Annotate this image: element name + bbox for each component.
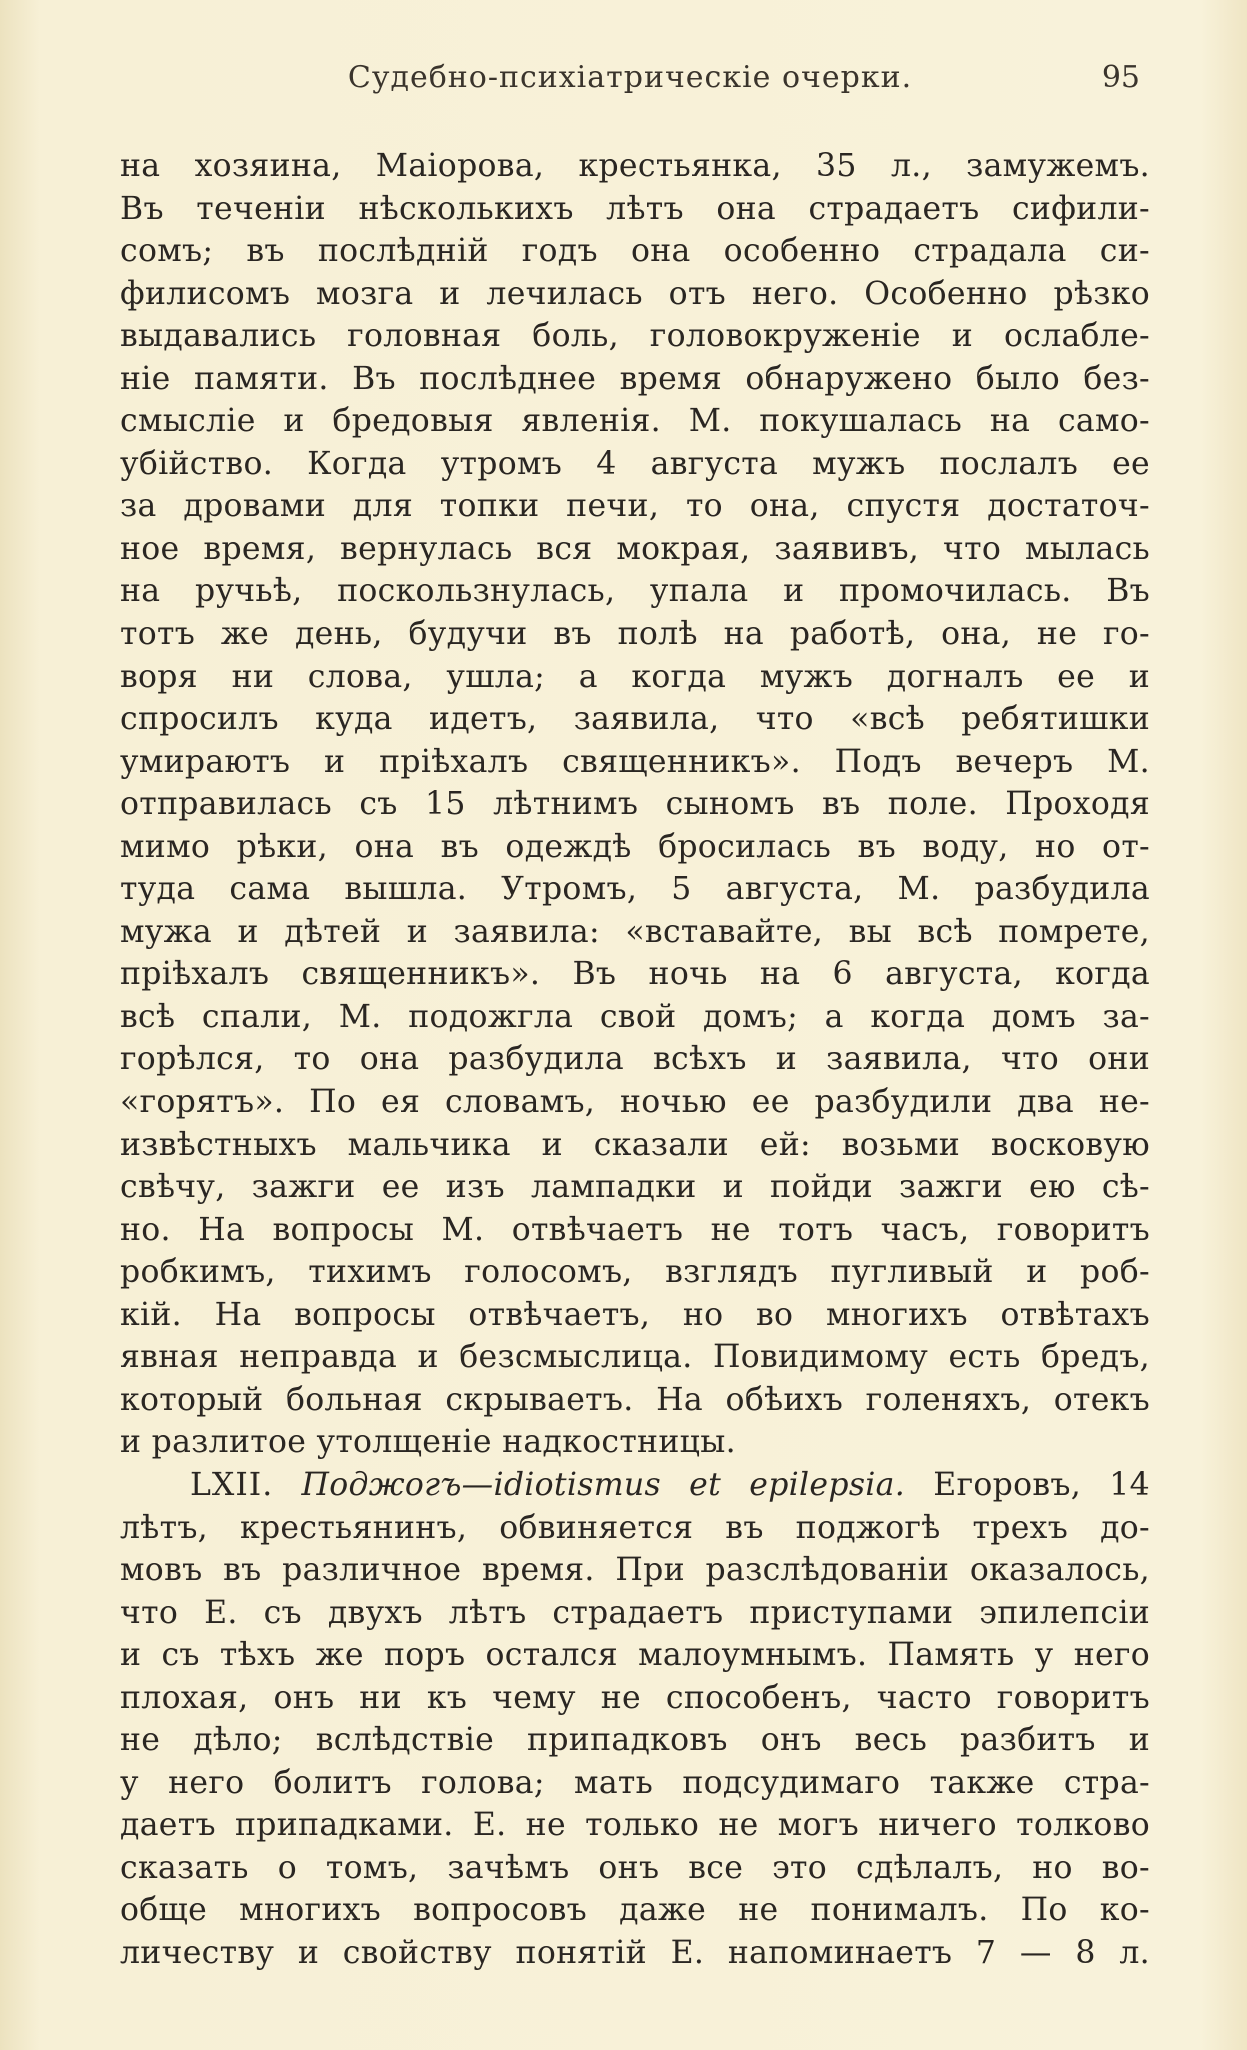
text-line: у него болитъ голова; мать подсудимаго также стра-: [120, 1764, 1150, 1801]
text-line: выдавались головная боль, головокруженіе и ослабле-: [120, 318, 1150, 355]
case-heading-line: [120, 1464, 1150, 1507]
text-line: даетъ припадками. Е. не только не могъ ничего толково: [120, 1807, 1150, 1844]
text-line: горѣлся, то она разбудила всѣхъ и заявила, что они: [120, 1041, 1150, 1078]
text-line: извѣстныхъ мальчика и сказали ей: возьми восковую: [120, 1126, 1150, 1163]
text-line: мужа и дѣтей и заявила: «вставайте, вы всѣ помрете,: [120, 913, 1150, 950]
case-heading-text: Егоровъ, 14: [933, 1466, 1150, 1503]
text-line: личеству и свойству понятій Е. напоминаетъ 7 — 8 л.: [120, 1934, 1150, 1971]
body-text: [120, 145, 1150, 1975]
text-line: обще многихъ вопросовъ даже не понималъ. По ко-: [120, 1892, 1150, 1929]
text-line: но. На вопросы М. отвѣчаетъ не тотъ часъ, говоритъ: [120, 1211, 1150, 1248]
text-line: за дровами для топки печи, то она, спустя достаточ-: [120, 488, 1150, 525]
text-line: явная неправда и безсмыслица. Повидимому есть бредъ,: [120, 1339, 1150, 1376]
running-header: [120, 60, 1140, 100]
text-line: ное время, вернулась вся мокрая, заявивъ, что мылась: [120, 530, 1150, 567]
text-line: мовъ въ различное время. При разслѣдованіи оказалось,: [120, 1552, 1150, 1589]
text-line: кій. На вопросы отвѣчаетъ, но во многихъ отвѣтахъ: [120, 1296, 1150, 1333]
text-line: воря ни слова, ушла; а когда мужъ догналъ ее и: [120, 658, 1150, 695]
text-line: тотъ же день, будучи въ полѣ на работѣ, она, не го-: [120, 616, 1150, 653]
text-line: сомъ; въ послѣдній годъ она особенно страдала си-: [120, 233, 1150, 270]
text-line: пріѣхалъ священникъ». Въ ночь на 6 августа, когда: [120, 956, 1150, 993]
text-line: спросилъ куда идетъ, заявила, что «всѣ ребятишки: [120, 701, 1150, 738]
text-line: сказать о томъ, зачѣмъ онъ все это сдѣлалъ, но во-: [120, 1849, 1150, 1886]
text-line: на хозяина, Маіорова, крестьянка, 35 л., замужемъ.: [120, 148, 1150, 184]
text-line: и разлитое утолщеніе надкостницы.: [120, 1424, 736, 1461]
text-line: туда сама вышла. Утромъ, 5 августа, М. разбудила: [120, 871, 1150, 908]
case-number: LXII.: [190, 1466, 274, 1503]
text-line: который больная скрываетъ. На обѣихъ голеняхъ, отекъ: [120, 1381, 1150, 1418]
text-line: убійство. Когда утромъ 4 августа мужъ послалъ ее: [120, 445, 1150, 482]
page-number: 95: [1101, 60, 1140, 95]
text-line: свѣчу, зажги ее изъ лампадки и пойди зажги ею сѣ-: [120, 1169, 1150, 1206]
text-line: мимо рѣки, она въ одеждѣ бросилась въ воду, но от-: [120, 828, 1150, 865]
text-line: смысліе и бредовыя явленія. М. покушалась на само-: [120, 403, 1150, 440]
text-line: робкимъ, тихимъ голосомъ, взглядъ пугливый и роб-: [120, 1254, 1150, 1291]
text-line: не дѣло; вслѣдствіе припадковъ онъ весь разбитъ и: [120, 1722, 1150, 1759]
text-line: плохая, онъ ни къ чему не способенъ, часто говоритъ: [120, 1679, 1150, 1716]
text-line: «горятъ». По ея словамъ, ночью ее разбудили два не-: [120, 1084, 1150, 1121]
text-line: филисомъ мозга и лечилась отъ него. Особенно рѣзко: [120, 275, 1150, 312]
text-line: Въ теченіи нѣсколькихъ лѣтъ она страдаетъ сифили-: [120, 190, 1150, 227]
text-line: что Е. съ двухъ лѣтъ страдаетъ приступами эпилепсіи: [120, 1594, 1150, 1631]
text-line: на ручьѣ, поскользнулась, упала и промочилась. Въ: [120, 573, 1150, 610]
running-title: Судебно-психіатрическіе очерки.: [347, 60, 913, 95]
text-line: всѣ спали, М. подожгла свой домъ; а когда домъ за-: [120, 998, 1150, 1035]
case-title: Поджогъ—idiotismus et epilepsia.: [301, 1466, 906, 1503]
text-line: умираютъ и пріѣхалъ священникъ». Подъ вечеръ М.: [120, 743, 1150, 780]
text-line: отправилась съ 15 лѣтнимъ сыномъ въ поле. Проходя: [120, 786, 1150, 823]
text-line: ніе памяти. Въ послѣднее время обнаружено было без-: [120, 360, 1150, 397]
text-line: лѣтъ, крестьянинъ, обвиняется въ поджогѣ трехъ до-: [120, 1509, 1150, 1546]
text-line: и съ тѣхъ же поръ остался малоумнымъ. Память у него: [120, 1637, 1150, 1674]
